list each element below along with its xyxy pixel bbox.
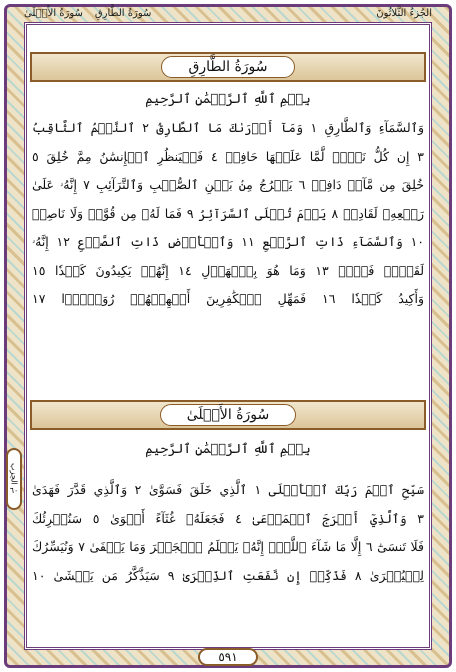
verse-line: ١٠ وَٱلسَّمَآءِ ذَاتِ ٱلرَّجۡعِ ١١ وَٱلۡأَرۡضِ ذَاتِ ٱلصَّدۡعِ ١٢ إِنَّهُۥ	[32, 234, 424, 249]
verse-line: فَلَا تَنسَىٰٓ ٦ إِلَّا مَا شَآءَ ٱللَّهُۚ إِنَّهُۥ يَعۡلَمُ ٱلۡجَهۡرَ وَمَا يَخۡفَىٰ ٧ وَنُيَسِّرُكَ	[32, 539, 424, 554]
verse-line: خُلِقَ مِن مَّآءٖ دَافِقٖ ٦ يَخۡرُجُ مِنۢ بَيۡنِ ٱلصُّلۡبِ وَٱلتَّرَآئِبِ ٧ إِنَّهُۥ عَلَىٰ	[32, 177, 424, 192]
surah-title-banner	[30, 400, 426, 430]
surah-title: سُورَةُ الأَعۡلَىٰ	[160, 404, 297, 426]
surah-text	[32, 114, 424, 314]
verse-line: سَبِّحِ ٱسۡمَ رَبِّكَ ٱلۡأَعۡلَى ١ ٱلَّذِي خَلَقَ فَسَوَّىٰ ٢ وَٱلَّذِي قَدَّرَ فَهَدَىٰ	[32, 482, 424, 497]
hizb-number: ٦٠	[9, 486, 19, 496]
surah-names	[24, 8, 151, 19]
surah-text	[32, 476, 424, 590]
verse-line: لَقَوۡلٞ فَصۡلٞ ١٣ وَمَا هُوَ بِٱلۡهَزۡلِ ١٤ إِنَّهُمۡ يَكِيدُونَ كَيۡدٗا ١٥	[32, 262, 424, 278]
surah-title: سُورَةُ الطَّارِقِ	[161, 56, 294, 78]
hizb-marker	[6, 448, 22, 510]
header-surah-right: سُورَةُ الطَّارِقِ	[94, 7, 152, 19]
basmala: بِسۡمِ ٱللَّهِ ٱلرَّحۡمَٰنِ ٱلرَّحِيمِ	[145, 92, 311, 107]
page-number: ٥٩١	[198, 648, 258, 666]
verse-line: وَٱلسَّمَآءِ وَٱلطَّارِقِ ١ وَمَآ أَدۡرَىٰكَ مَا ٱلطَّارِقُ ٢ ٱلنَّجۡمُ ٱلثَّاقِبُ	[32, 120, 424, 135]
juz-name: الجُزءُ الثَّلاثُونَ	[376, 7, 432, 19]
header-surah-left: سُورَةُ الأَعۡلَىٰ	[24, 7, 83, 19]
verse-line: رَجۡعِهِۦ لَقَادِرٞ ٨ يَوۡمَ تُبۡلَى ٱلسَّرَآئِرُ ٩ فَمَا لَهُۥ مِن قُوَّةٖ وَلَا نَاصِرٖ	[32, 205, 424, 221]
hizb-label: الحِزب	[9, 462, 19, 485]
basmala: بِسۡمِ ٱللَّهِ ٱلرَّحۡمَٰنِ ٱلرَّحِيمِ	[145, 442, 311, 457]
surah-title-banner	[30, 52, 426, 82]
verse-line: ٣ وَٱلَّذِيٓ أَخۡرَجَ ٱلۡمَرۡعَىٰ ٤ فَجَعَلَهُۥ غُثَآءً أَحۡوَىٰ ٥ سَنُقۡرِئُكَ	[32, 510, 424, 526]
verse-line: ٣ إِن كُلُّ نَفۡسٖ لَّمَّا عَلَيۡهَا حَافِظٞ ٤ فَلۡيَنظُرِ ٱلۡإِنسَٰنُ مِمَّ خُلِقَ ٥	[32, 148, 424, 164]
verse-line: وَأَكِيدُ كَيۡدٗا ١٦ فَمَهِّلِ ٱلۡكَٰفِرِينَ أَمۡهِلۡهُمۡ رُوَيۡدَۢا ١٧	[32, 291, 424, 306]
verse-line: لِلۡيُسۡرَىٰ ٨ فَذَكِّرۡ إِن نَّفَعَتِ ٱلذِّكۡرَىٰ ٩ سَيَذَّكَّرُ مَن يَخۡشَىٰ ١٠	[32, 567, 424, 583]
page-header	[24, 4, 432, 22]
